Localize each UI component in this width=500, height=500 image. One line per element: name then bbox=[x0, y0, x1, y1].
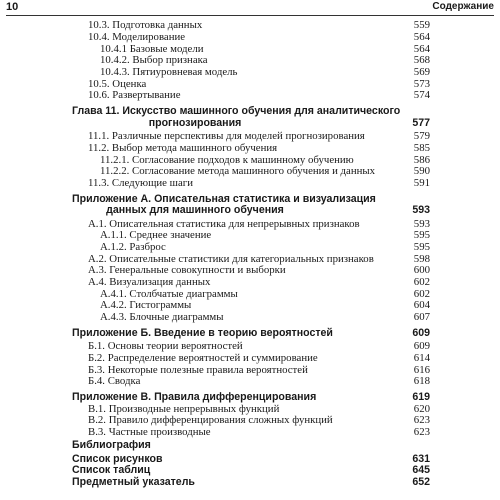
toc-entry-title: В.3. Частные производные bbox=[88, 426, 211, 438]
toc-entry-page: 609 bbox=[413, 340, 430, 352]
toc-entry-title: 11.2.2. Согласование метода машинного обучения и данных bbox=[100, 165, 376, 177]
toc-entry[interactable] bbox=[0, 374, 500, 388]
toc-entry-page: 619 bbox=[412, 391, 430, 403]
toc-entry-title: А.4.1. Столбчатые диаграммы bbox=[100, 288, 238, 300]
toc-entry-title: 10.5. Оценка bbox=[88, 78, 147, 90]
toc-entry-title: В.2. Правило дифференцирования сложных функций bbox=[88, 414, 333, 426]
toc-entry-title: В.1. Производные непрерывных функций bbox=[88, 403, 280, 415]
toc-entry-title: Приложение А. Описательная статистика и визуализация bbox=[72, 193, 376, 205]
toc-entry[interactable] bbox=[0, 116, 500, 130]
running-title: Содержание bbox=[432, 1, 494, 12]
toc-entry-page: 574 bbox=[413, 89, 430, 101]
toc-entry-title: 11.3. Следующие шаги bbox=[88, 177, 193, 189]
toc-entry-page: 598 bbox=[413, 253, 430, 265]
toc-entry-title: Б.3. Некоторые полезные правила вероятностей bbox=[88, 364, 308, 376]
toc-entry-page: 564 bbox=[413, 31, 430, 43]
toc-entry-page: 577 bbox=[412, 117, 430, 129]
toc-entry-page: 616 bbox=[413, 364, 430, 376]
toc-entry-title: 11.2. Выбор метода машинного обучения bbox=[88, 142, 278, 154]
toc-entry-page: 585 bbox=[413, 142, 430, 154]
toc-entry-page: 568 bbox=[413, 54, 430, 66]
toc-entry-page: 600 bbox=[413, 264, 430, 276]
toc-entry-page: 590 bbox=[413, 165, 430, 177]
toc-entry-page: 564 bbox=[413, 43, 430, 55]
toc-entry-page: 602 bbox=[413, 276, 430, 288]
toc-entry-page: 559 bbox=[413, 19, 430, 31]
toc-entry-title: прогнозирования bbox=[148, 117, 242, 129]
toc-entry[interactable] bbox=[0, 176, 500, 190]
toc-entry-page: 604 bbox=[413, 299, 430, 311]
toc-entry-title: 10.4.1 Базовые модели bbox=[100, 43, 204, 55]
toc-entry-page: 652 bbox=[412, 476, 430, 488]
toc-entry-title: А.1. Описательная статистика для непрерывных признаков bbox=[88, 218, 360, 230]
toc-entry-page: 602 bbox=[413, 288, 430, 300]
toc-entry-title: А.3. Генеральные совокупности и выборки bbox=[88, 264, 286, 276]
toc-entry-title: А.2. Описательные статистики для категориальных признаков bbox=[88, 253, 374, 265]
toc-entry-title: Приложение Б. Введение в теорию вероятностей bbox=[72, 327, 333, 339]
toc-entry[interactable] bbox=[0, 310, 500, 324]
toc-entry-title: А.1.2. Разброс bbox=[100, 241, 166, 253]
toc-entry-page: 607 bbox=[413, 311, 430, 323]
toc-entry-title: данных для машинного обучения bbox=[106, 204, 284, 216]
toc-entry-title: Б.1. Основы теории вероятностей bbox=[88, 340, 243, 352]
toc-entry-title: Б.2. Распределение вероятностей и суммирование bbox=[88, 352, 318, 364]
toc-entry-page: 586 bbox=[413, 154, 430, 166]
toc-entry-title: 10.4.2. Выбор признака bbox=[100, 54, 208, 66]
toc-entry-title: Список таблиц bbox=[72, 464, 151, 476]
toc-entry-page: 614 bbox=[413, 352, 430, 364]
toc-entry-page: 593 bbox=[413, 218, 430, 230]
toc-entry-title: Библиография bbox=[72, 439, 151, 451]
toc-entry-title: Предметный указатель bbox=[72, 476, 195, 488]
toc-entry-page: 595 bbox=[413, 229, 430, 241]
toc-entry-page: 618 bbox=[413, 375, 430, 387]
toc-entry-page: 645 bbox=[412, 464, 430, 476]
toc-entry-page: 609 bbox=[412, 327, 430, 339]
toc-entry-page: 631 bbox=[412, 453, 430, 465]
toc-entry[interactable] bbox=[0, 475, 500, 489]
toc-entry-title: 11.1. Различные перспективы для моделей прогнозирования bbox=[88, 130, 365, 142]
toc-entry-page: 620 bbox=[413, 403, 430, 415]
toc-entry-title: Б.4. Сводка bbox=[88, 375, 141, 387]
toc-entry-title: 10.4.3. Пятиуровневая модель bbox=[100, 66, 238, 78]
toc-entry-title: Список рисунков bbox=[72, 453, 163, 465]
toc-entry-title: 10.4. Моделирование bbox=[88, 31, 186, 43]
toc-entry-page: 569 bbox=[413, 66, 430, 78]
toc-entry-title: Приложение В. Правила дифференцирования bbox=[72, 391, 317, 403]
toc-entry-page: 579 bbox=[413, 130, 430, 142]
page-number: 10 bbox=[6, 1, 19, 13]
toc-entry-title: А.4.2. Гистограммы bbox=[100, 299, 192, 311]
toc-entry-title: 10.6. Развертывание bbox=[88, 89, 181, 101]
toc-entry-page: 573 bbox=[413, 78, 430, 90]
toc-entry-page: 595 bbox=[413, 241, 430, 253]
toc-entry-title: А.4.3. Блочные диаграммы bbox=[100, 311, 224, 323]
toc-entry-title: 11.2.1. Согласование подходов к машинному обучению bbox=[100, 154, 354, 166]
toc-entry-page: 593 bbox=[412, 204, 430, 216]
toc-entry[interactable] bbox=[0, 326, 500, 340]
toc-entry-title: А.4. Визуализация данных bbox=[88, 276, 211, 288]
toc-entry-page: 623 bbox=[413, 426, 430, 438]
toc-entry-title: 10.3. Подготовка данных bbox=[88, 19, 203, 31]
toc-entry[interactable] bbox=[0, 425, 500, 439]
toc-entry-title: Глава 11. Искусство машинного обучения для аналитического bbox=[72, 105, 401, 117]
toc-entry[interactable] bbox=[0, 203, 500, 217]
toc-entry[interactable] bbox=[0, 88, 500, 102]
toc-entry-page: 623 bbox=[413, 414, 430, 426]
toc-entry-page: 591 bbox=[413, 177, 430, 189]
toc-entry[interactable] bbox=[0, 438, 500, 452]
toc-entry-title: А.1.1. Среднее значение bbox=[100, 229, 212, 241]
